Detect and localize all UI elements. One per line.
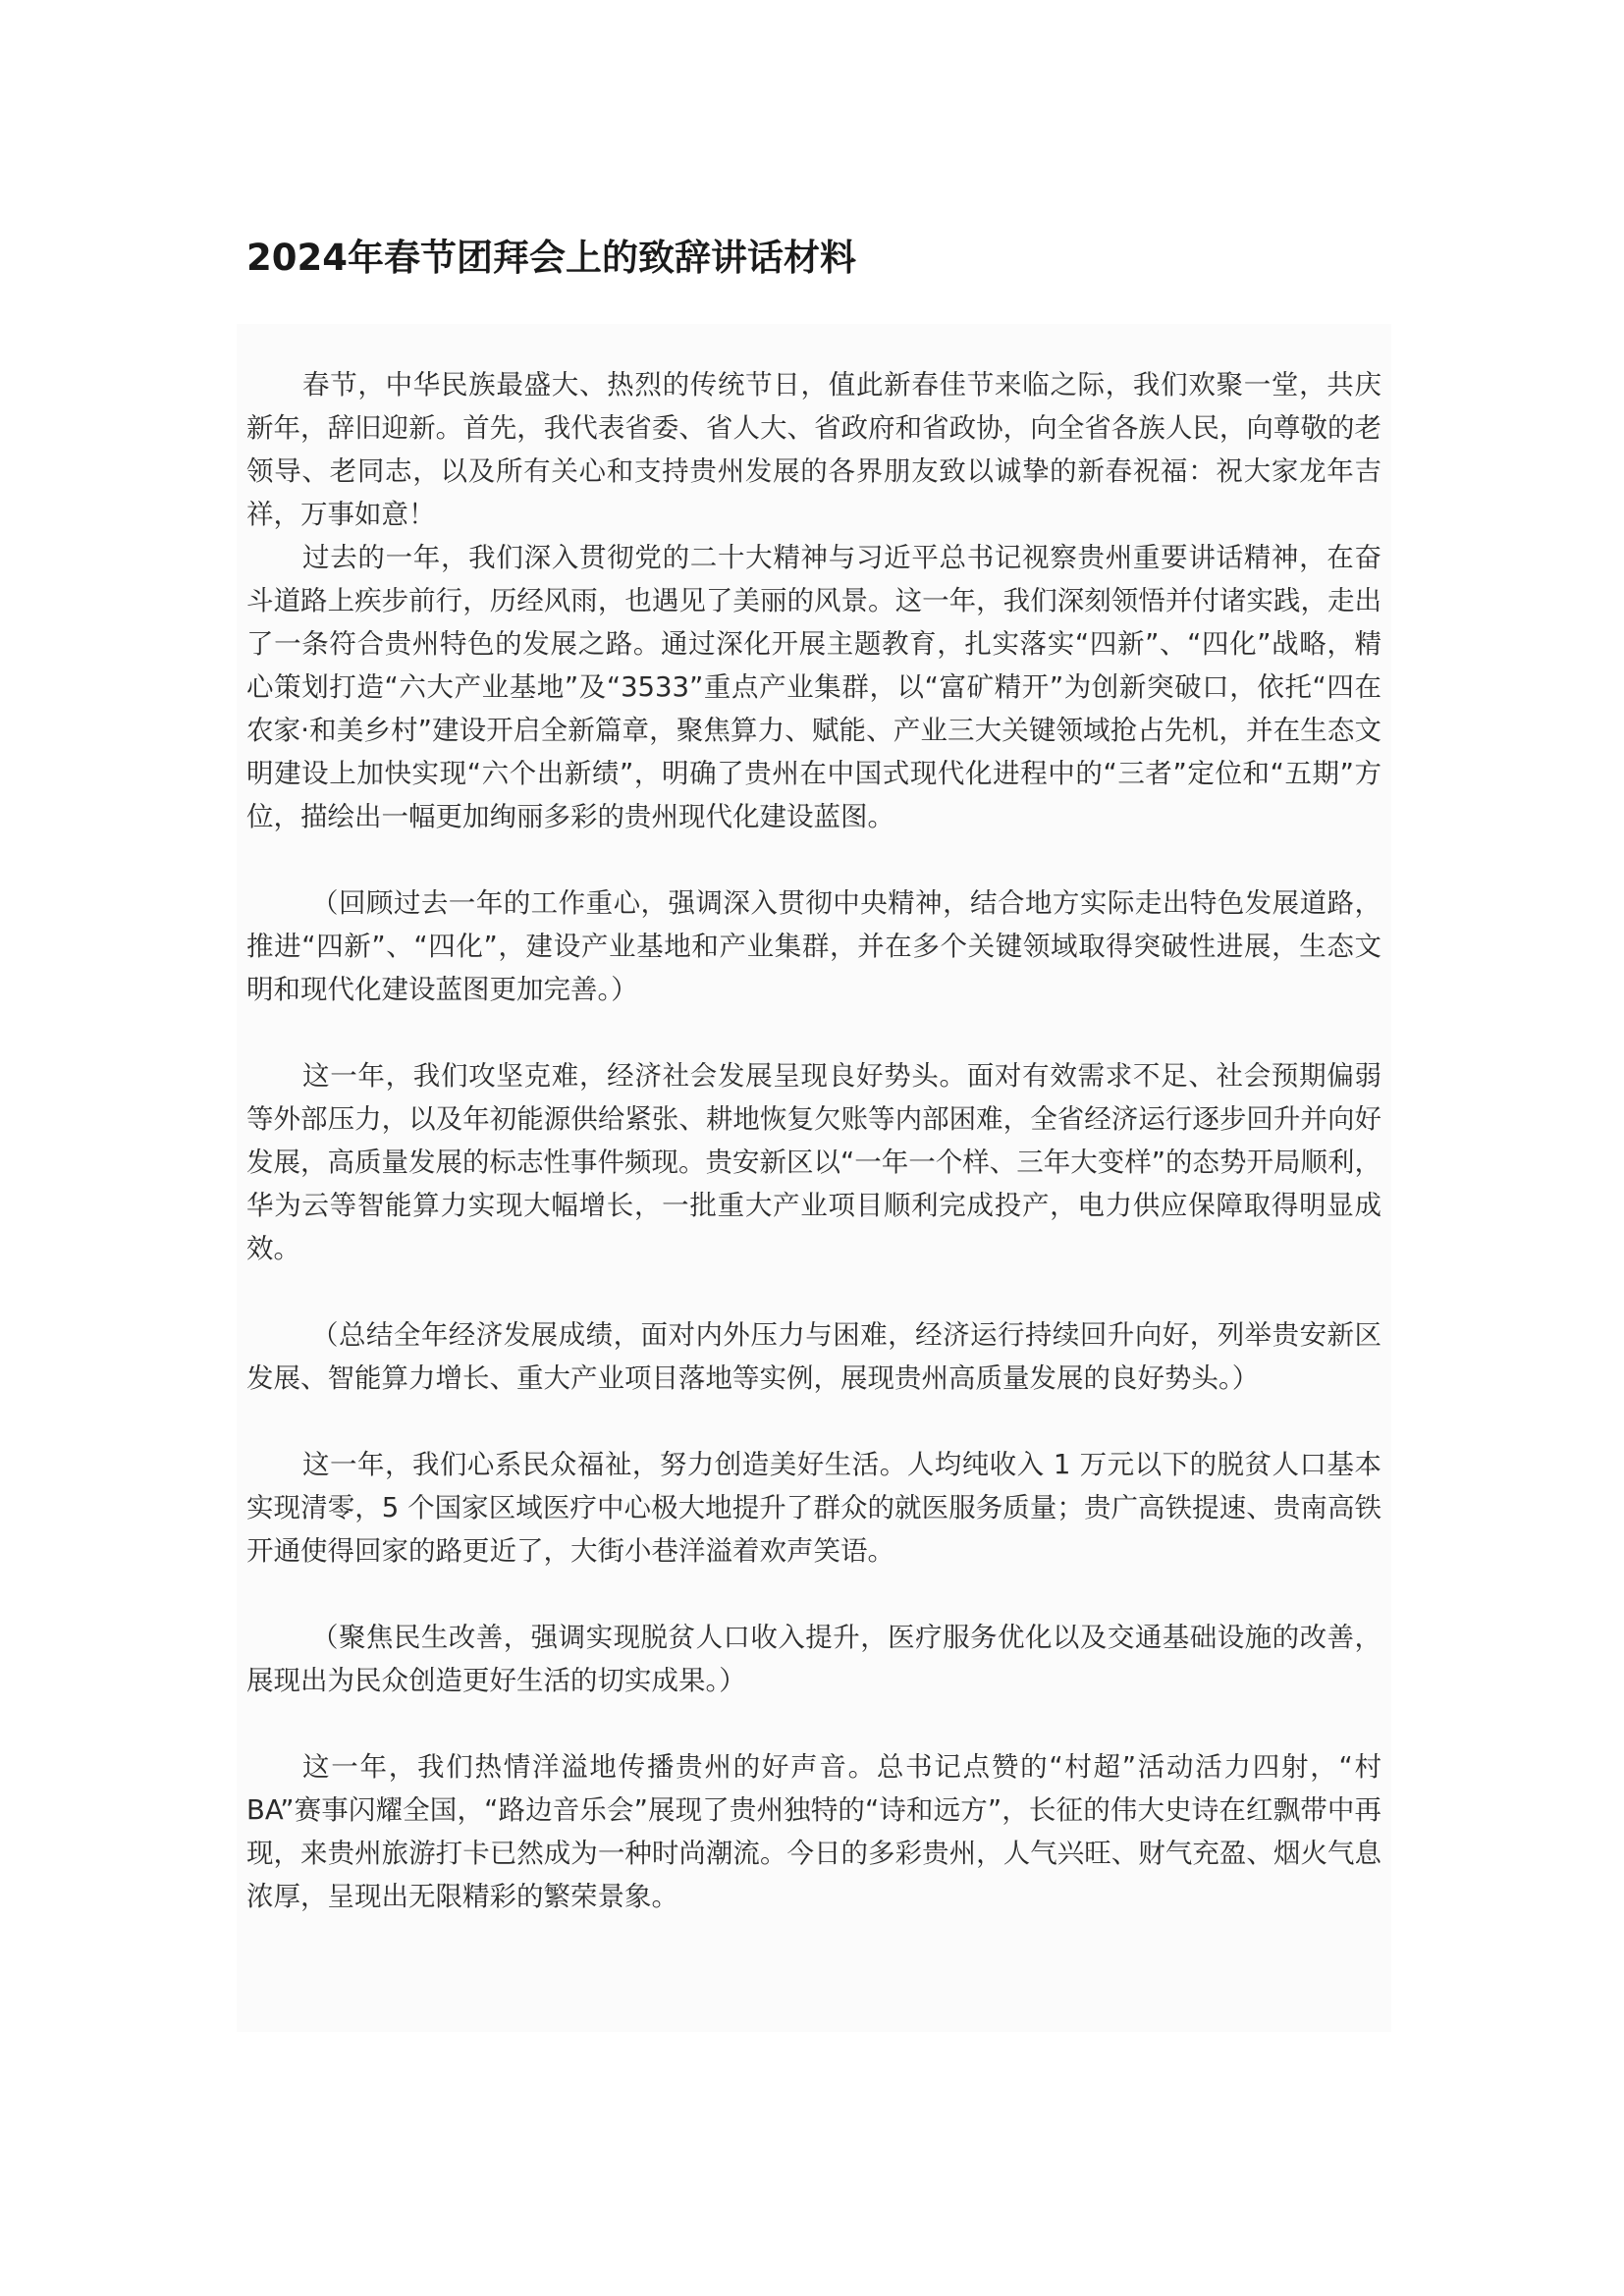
paragraph-livelihood: 这一年，我们心系民众福祉，努力创造美好生活。人均纯收入 1 万元以下的脱贫人口基本实现清零，5 个国家区域医疗中心极大地提升了群众的就医服务质量；贵广高铁提速、贵南高铁开通使得回家的路更近了，大街小巷洋溢着欢声笑语。 <box>246 1449 1381 1567</box>
paragraph-economy: 这一年，我们攻坚克难，经济社会发展呈现良好势头。面对有效需求不足、社会预期偏弱等外部压力，以及年初能源供给紧张、耕地恢复欠账等内部困难，全省经济运行逐步回升并向好发展，高质量发展的标志性事件频现。贵安新区以“一年一个样、三年大变样”的态势开局顺利，华为云等智能算力实现大幅增长，一批重大产业项目顺利完成投产，电力供应保障取得明显成效。 <box>246 1060 1381 1264</box>
paragraph-gap <box>246 1400 1381 1443</box>
document-body <box>237 324 1391 2032</box>
paragraph-past-year: 过去的一年，我们深入贯彻党的二十大精神与习近平总书记视察贵州重要讲话精神，在奋斗道路上疾步前行，历经风雨，也遇见了美丽的风景。这一年，我们深刻领悟并付诸实践，走出了一条符合贵州特色的发展之路。通过深化开展主题教育，扎实落实“四新”、“四化”战略，精心策划打造“六大产业基地”及“3533”重点产业集群，以“富矿精开”为创新突破口，依托“四在农家·和美乡村”建设开启全新篇章，聚焦算力、赋能、产业三大关键领域抢占先机，并在生态文明建设上加快实现“六个出新绩”，明确了贵州在中国式现代化进程中的“三者”定位和“五期”方位，描绘出一幅更加绚丽多彩的贵州现代化建设蓝图。 <box>246 542 1381 832</box>
paragraph-gap <box>246 1011 1381 1054</box>
document-title: 2024年春节团拜会上的致辞讲话材料 <box>246 237 856 279</box>
paragraph-summary-livelihood: （聚焦民生改善，强调实现脱贫人口收入提升，医疗服务优化以及交通基础设施的改善，展现出为民众创造更好生活的切实成果。） <box>246 1622 1381 1696</box>
paragraph-opening: 春节，中华民族最盛大、热烈的传统节日，值此新春佳节来临之际，我们欢聚一堂，共庆新年，辞旧迎新。首先，我代表省委、省人大、省政府和省政协，向全省各族人民，向尊敬的老领导、老同志，以及所有关心和支持贵州发展的各界朋友致以诚挚的新春祝福：祝大家龙年吉祥，万事如意！ <box>246 369 1381 530</box>
paragraph-gap <box>246 1573 1381 1616</box>
paragraph-gap <box>246 838 1381 881</box>
paragraph-culture: 这一年，我们热情洋溢地传播贵州的好声音。总书记点赞的“村超”活动活力四射，“村 BA”赛事闪耀全国，“路边音乐会”展现了贵州独特的“诗和远方”，长征的伟大史诗在红飘带中再现，来贵州旅游打卡已然成为一种时尚潮流。今日的多彩贵州，人气兴旺、财气充盈、烟火气息浓厚，呈现出无限精彩的繁荣景象。 <box>246 1751 1381 1912</box>
paragraph-gap <box>246 1270 1381 1313</box>
paragraph-gap <box>246 1702 1381 1745</box>
paragraph-summary-economy: （总结全年经济发展成绩，面对内外压力与困难，经济运行持续回升向好，列举贵安新区发展、智能算力增长、重大产业项目落地等实例，展现贵州高质量发展的良好势头。） <box>246 1319 1381 1394</box>
paragraph-summary-past-year: （回顾过去一年的工作重心，强调深入贯彻中央精神，结合地方实际走出特色发展道路，推进“四新”、“四化”，建设产业基地和产业集群，并在多个关键领域取得突破性进展，生态文明和现代化建设蓝图更加完善。） <box>246 887 1381 1005</box>
